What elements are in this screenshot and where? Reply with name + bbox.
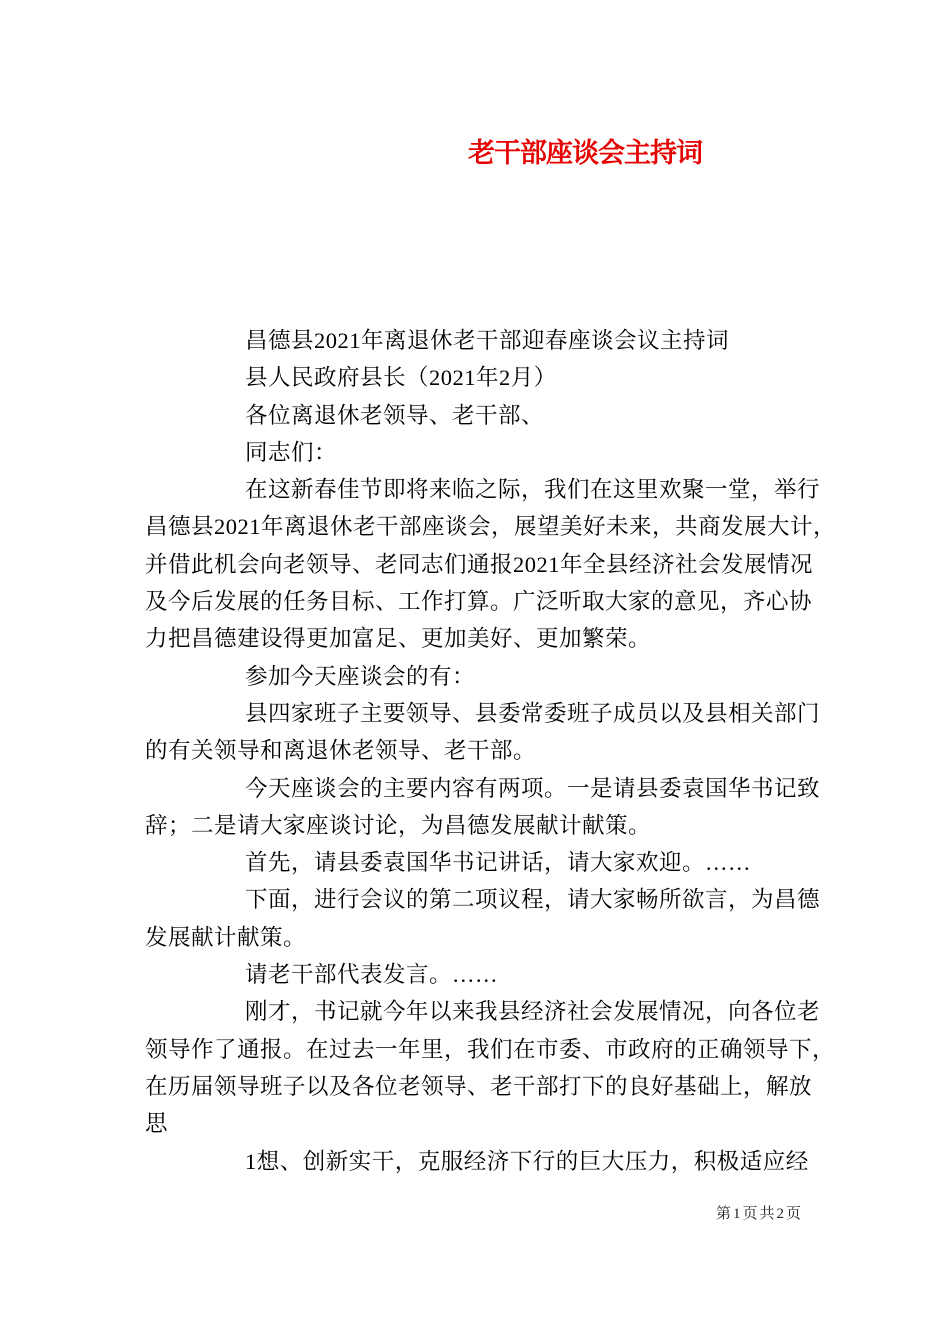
text-line-23: 1想、创新实干，克服经济下行的巨大压力，积极适应经 xyxy=(245,1148,809,1174)
text-line-15: 首先，请县委袁国华书记讲话，请大家欢迎。…… xyxy=(245,850,752,876)
text-line-22: 思 xyxy=(145,1111,169,1137)
text-line-14: 辞；二是请大家座谈讨论，为昌德发展献计献策。 xyxy=(145,812,652,838)
document-title: 老干部座谈会主持词 xyxy=(468,138,702,168)
text-line-20: 领导作了通报。在过去一年里，我们在市委、市政府的正确领导下， xyxy=(145,1036,836,1062)
text-line-16: 下面，进行会议的第二项议程，请大家畅所欲言，为昌德 xyxy=(245,887,821,913)
page-number-footer: 第1页共2页 xyxy=(716,1206,804,1222)
text-line-19: 刚才，书记就今年以来我县经济社会发展情况，向各位老 xyxy=(245,999,821,1025)
document-body xyxy=(145,322,837,1180)
text-line-6: 昌德县2021年离退休老干部座谈会，展望美好未来，共商发展大计， xyxy=(145,514,837,540)
text-line-9: 力把昌德建设得更加富足、更加美好、更加繁荣。 xyxy=(145,626,652,652)
text-line-13: 今天座谈会的主要内容有两项。一是请县委袁国华书记致 xyxy=(245,775,821,801)
text-line-11: 县四家班子主要领导、县委常委班子成员以及县相关部门 xyxy=(245,700,821,726)
text-line-17: 发展献计献策。 xyxy=(145,924,307,950)
text-line-12: 的有关领导和离退休老领导、老干部。 xyxy=(145,738,537,764)
text-line-2: 县人民政府县长（2021年2月） xyxy=(245,365,557,391)
text-line-5: 在这新春佳节即将来临之际，我们在这里欢聚一堂，举行 xyxy=(245,477,821,503)
text-line-8: 及今后发展的任务目标、工作打算。广泛听取大家的意见，齐心协 xyxy=(145,589,813,615)
text-line-1: 昌德县2021年离退休老干部迎春座谈会议主持词 xyxy=(245,328,730,353)
text-line-10: 参加今天座谈会的有： xyxy=(245,663,476,689)
text-line-21: 在历届领导班子以及各位老领导、老干部打下的良好基础上，解放 xyxy=(145,1073,813,1099)
text-line-4: 同志们： xyxy=(245,439,338,465)
text-line-7: 并借此机会向老领导、老同志们通报2021年全县经济社会发展情况 xyxy=(145,551,814,577)
text-line-18: 请老干部代表发言。…… xyxy=(245,962,499,988)
text-line-3: 各位离退休老领导、老干部、 xyxy=(245,402,545,428)
